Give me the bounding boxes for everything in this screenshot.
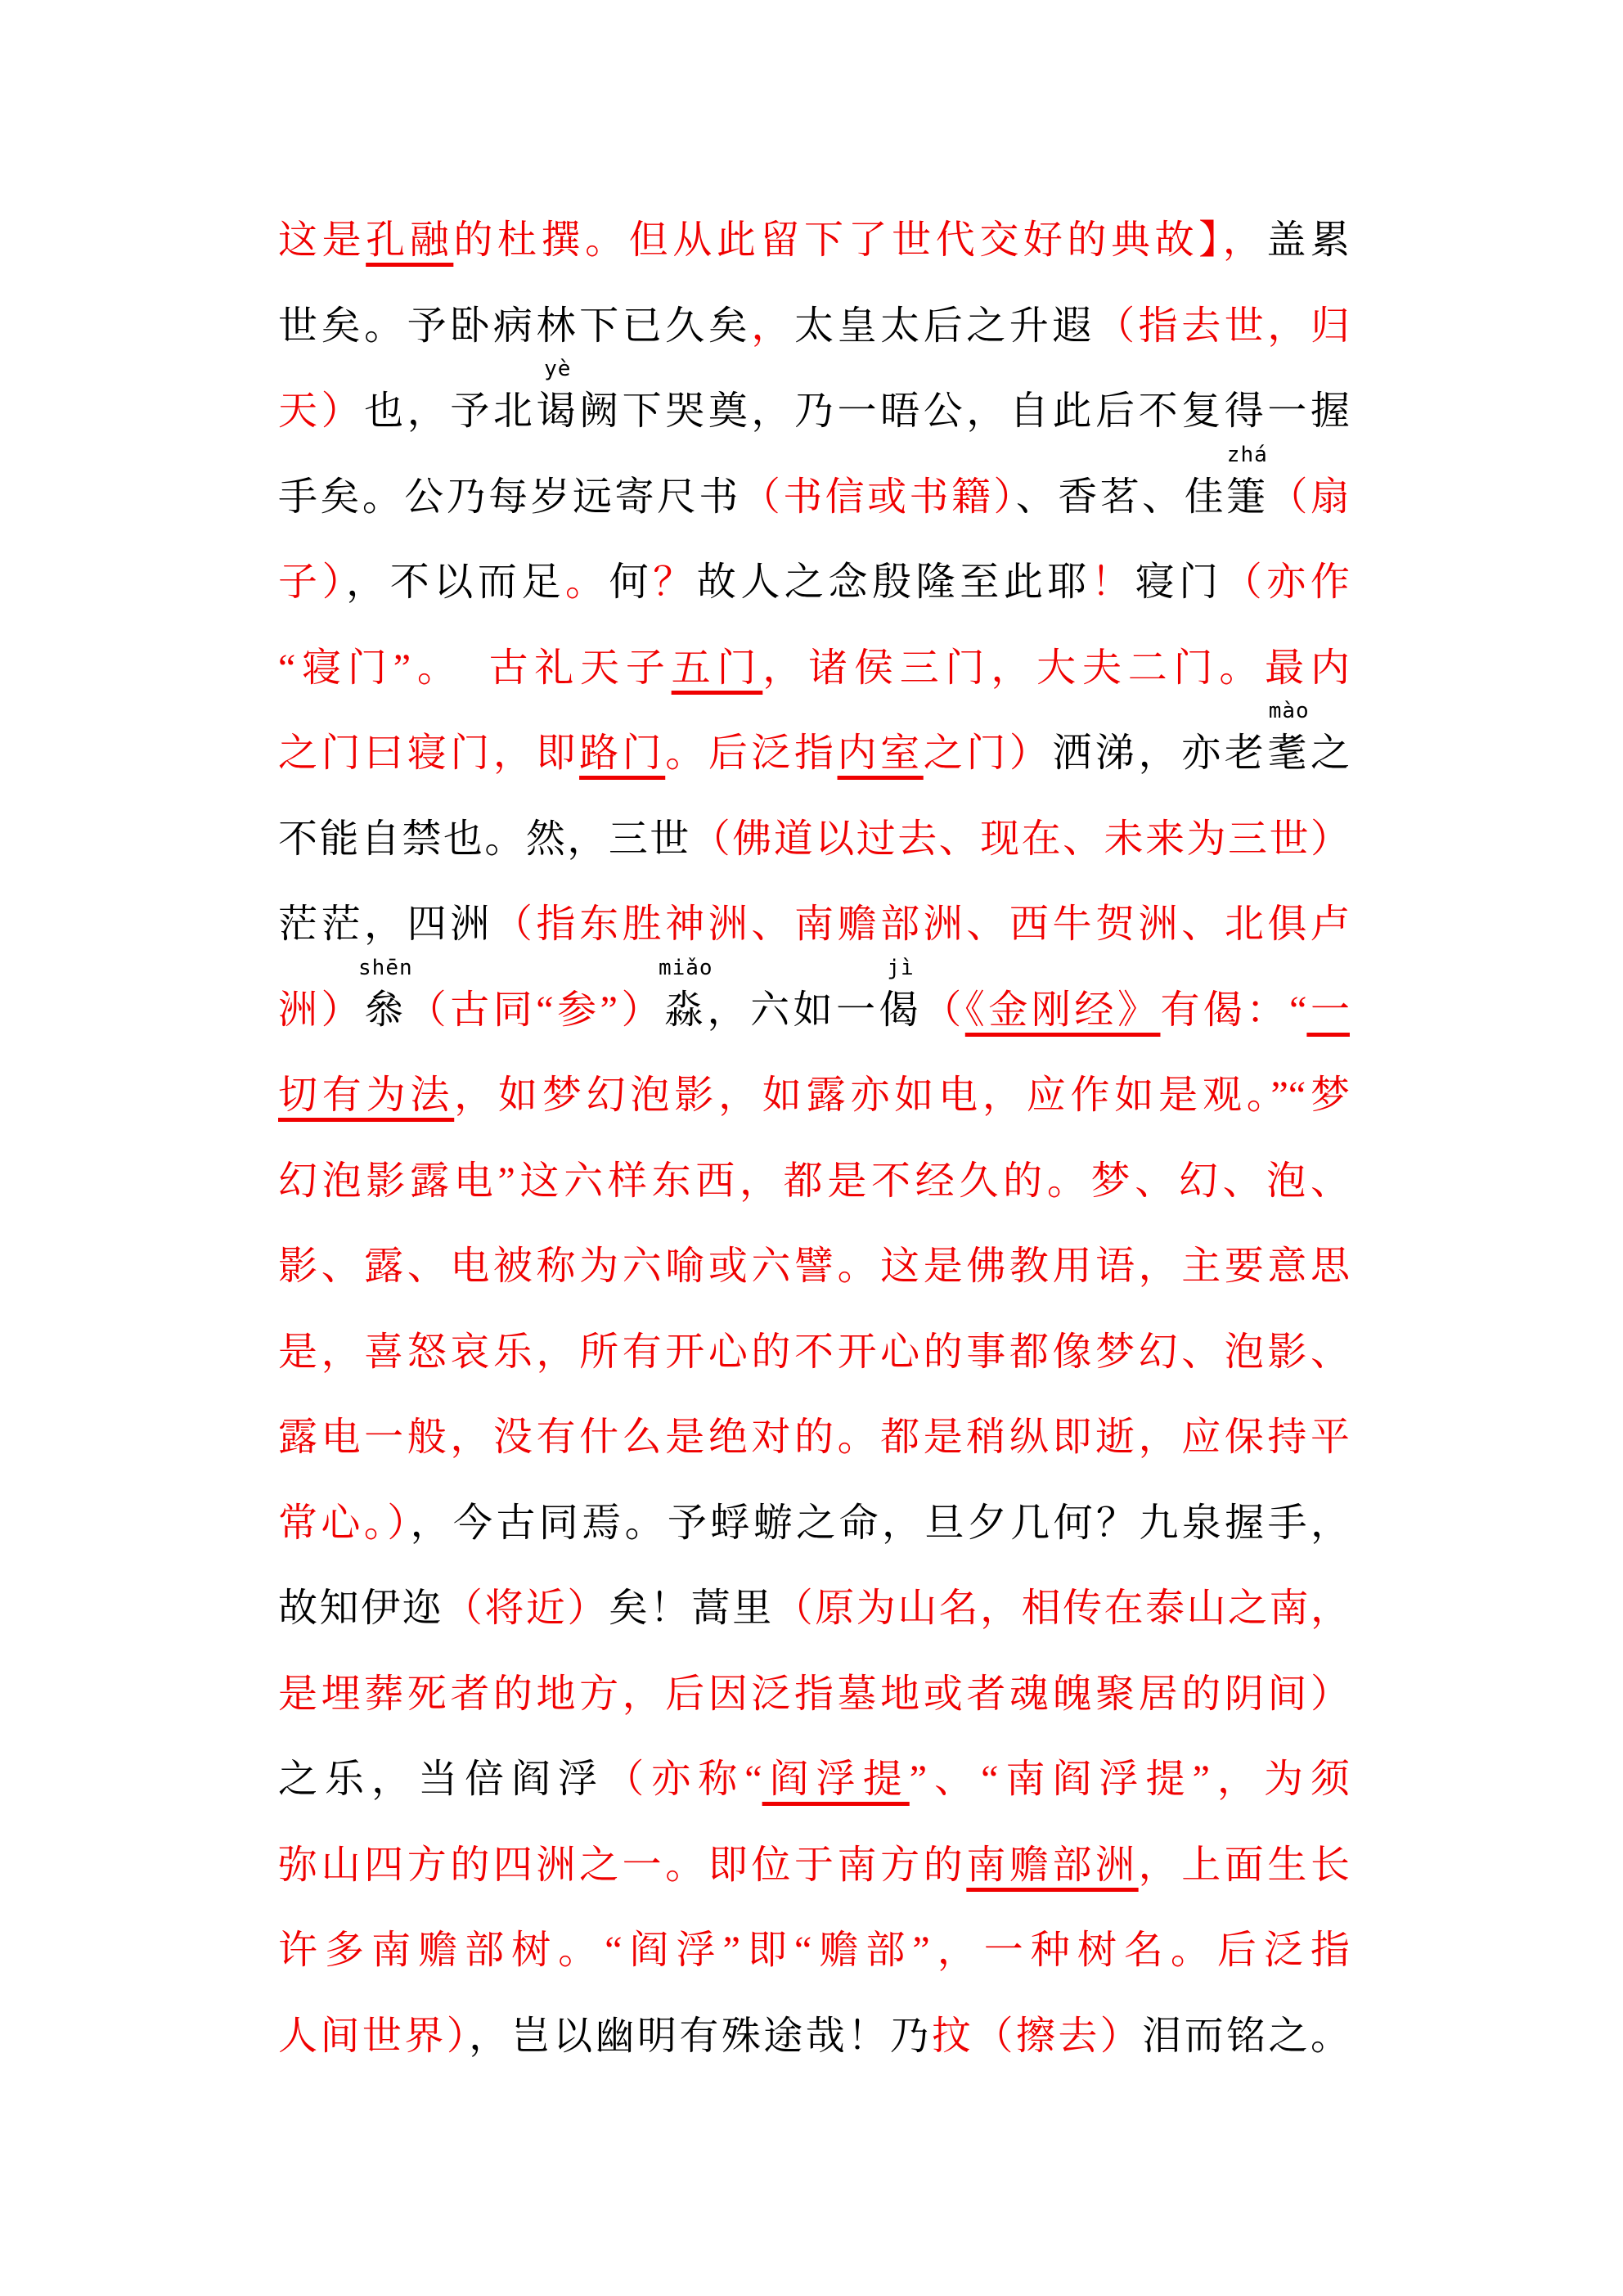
text-run: 影、露、电被称为六喻或六譬。这是佛教用语，主要意思 xyxy=(278,1245,1350,1288)
text-line xyxy=(278,1652,1350,1738)
text-run: ，上面生长 xyxy=(1138,1843,1350,1887)
text-run: 之门曰寝门，即 xyxy=(278,732,580,775)
text-run: ，不以而足 xyxy=(346,560,566,604)
text-run: 人间世界） xyxy=(278,2014,470,2058)
text-run: 洒涕，亦老 xyxy=(1052,732,1268,775)
pinyin-annotation: shēn xyxy=(358,955,413,980)
pinyin-annotation: jì xyxy=(887,955,915,980)
ruby-base xyxy=(1267,699,1311,775)
text-line xyxy=(278,1224,1350,1310)
text-line xyxy=(278,1481,1350,1567)
text-line xyxy=(278,1737,1350,1823)
text-run: 幻泡影露电”这六样东西，都是不经久的。梦、幻、泡、 xyxy=(278,1159,1350,1203)
text-run: 南赡部洲 xyxy=(966,1843,1139,1887)
text-run: ，六如一 xyxy=(707,988,879,1032)
text-line xyxy=(278,1310,1350,1396)
ruby-base xyxy=(879,955,923,1032)
text-run: 。后泛指 xyxy=(665,732,838,775)
text-run: 之乐，当倍阎浮 xyxy=(278,1758,605,1801)
pinyin-annotation: mào xyxy=(1268,699,1310,723)
text-run: 太皇太后之升遐 xyxy=(794,304,1096,348)
text-line xyxy=(278,1823,1350,1909)
text-run: 许多南赡部树。“阎浮”即“赡部”，一种树名。后泛指 xyxy=(278,1929,1350,1972)
text-run: 故知伊迩 xyxy=(278,1587,443,1630)
ruby-char: 偈 xyxy=(879,988,923,1032)
text-run: （亦作 xyxy=(1222,560,1350,604)
ruby-char: 箑 xyxy=(1226,475,1269,519)
pinyin-annotation: zhá xyxy=(1226,442,1268,467)
text-run: 的杜撰。但从此留下了世代交好的典故】， xyxy=(453,218,1267,262)
ruby-char: 叅 xyxy=(364,988,407,1032)
ruby-base xyxy=(658,955,713,1032)
text-run: ， xyxy=(751,304,794,348)
text-run: （指去世，归 xyxy=(1095,304,1350,348)
text-line xyxy=(278,1395,1350,1481)
text-run: 也，予北 xyxy=(364,389,537,433)
text-run: 茫茫，四洲 xyxy=(278,903,493,946)
text-run: 天） xyxy=(278,389,365,433)
ruby-base xyxy=(536,357,580,433)
ruby-char: 耄 xyxy=(1267,732,1311,775)
ruby-char: 谒 xyxy=(536,389,580,433)
text-line xyxy=(278,882,1350,968)
text-run: 阎浮提 xyxy=(762,1758,910,1801)
text-run: 一 xyxy=(1306,988,1350,1032)
text-run: （扇 xyxy=(1268,475,1350,519)
text-run: （古同“参”） xyxy=(407,988,664,1032)
text-run: ！ xyxy=(1090,560,1135,604)
text-run: （书信或书籍） xyxy=(740,475,1016,519)
text-line xyxy=(278,198,1350,284)
text-run: ”、“南阎浮提”，为须 xyxy=(909,1758,1350,1801)
text-run: 、香茗、佳 xyxy=(1015,475,1227,519)
text-run: ，今古同焉。予蜉蝣之命，旦夕几何？九泉握手， xyxy=(410,1501,1350,1545)
text-line xyxy=(278,1908,1350,1994)
text-line xyxy=(278,284,1350,370)
ruby-char: 淼 xyxy=(664,988,708,1032)
ruby-base xyxy=(358,955,413,1032)
text-run: ？ xyxy=(653,560,697,604)
text-run: 切有为法 xyxy=(278,1074,455,1117)
text-run: ，如梦幻泡影，如露亦如电，应作如是观。”“梦 xyxy=(454,1074,1350,1117)
text-run: 《金刚经》 xyxy=(964,988,1161,1032)
text-run: （原为山名，相传在泰山之南， xyxy=(773,1587,1350,1630)
text-run: 泪而铭之。 xyxy=(1142,2014,1350,2058)
text-line xyxy=(278,797,1350,883)
text-line xyxy=(278,955,1350,1054)
pinyin-annotation: miǎo xyxy=(658,955,713,980)
text-run: 有偈：“ xyxy=(1160,988,1307,1032)
pinyin-annotation: yè xyxy=(544,357,572,381)
text-run: 盖累 xyxy=(1266,218,1350,262)
text-run: 之门） xyxy=(923,732,1053,775)
text-line xyxy=(278,699,1350,797)
text-run: 手矣。公乃每岁远寄尺书 xyxy=(278,475,741,519)
text-run: 故人之念殷隆至此耶 xyxy=(696,560,1091,604)
text-run: 。 xyxy=(565,560,609,604)
text-run: 五门 xyxy=(671,646,763,690)
text-line xyxy=(278,1566,1350,1652)
text-run: 内室 xyxy=(837,732,924,775)
text-run: （佛道以过去、现在、未来为三世） xyxy=(690,817,1350,861)
text-run: 孔融 xyxy=(366,218,454,262)
text-run: ，诸侯三门，大夫二门。最内 xyxy=(762,646,1350,690)
text-line xyxy=(278,540,1350,626)
text-run: 是埋葬死者的地方，后因泛指墓地或者魂魄聚居的阴间） xyxy=(278,1672,1350,1716)
text-run: ，岂以幽明有殊途哉！乃 xyxy=(469,2014,933,2058)
text-run: 子） xyxy=(278,560,347,604)
text-line xyxy=(278,1994,1350,2080)
text-run: （将近） xyxy=(443,1587,609,1630)
document-content xyxy=(278,198,1350,2079)
text-run: 抆（擦去） xyxy=(932,2014,1143,2058)
text-line xyxy=(278,357,1350,455)
text-run: 弥山四方的四洲之一。即位于南方的 xyxy=(278,1843,967,1887)
text-line xyxy=(278,442,1350,541)
text-run: （亦称“ xyxy=(605,1758,762,1801)
text-run: （ xyxy=(922,988,965,1032)
text-line xyxy=(278,626,1350,712)
ruby-base xyxy=(1226,442,1269,519)
text-run: （指东胜神洲、南赡部洲、西牛贺洲、北俱卢 xyxy=(492,903,1350,946)
text-run: 世矣。予卧病林下已久矣 xyxy=(278,304,752,348)
text-run: 露电一般，没有什么是绝对的。都是稍纵即逝，应保持平 xyxy=(278,1416,1350,1459)
text-run: 阙下哭奠，乃一晤公，自此后不复得一握 xyxy=(579,389,1350,433)
text-run: 洲） xyxy=(278,988,365,1032)
text-line xyxy=(278,1053,1350,1139)
text-run: 路门 xyxy=(579,732,666,775)
text-run: 不能自禁也。然，三世 xyxy=(278,817,691,861)
text-line xyxy=(278,1139,1350,1225)
text-run: 寝门 xyxy=(1135,560,1223,604)
text-run: 是，喜怒哀乐，所有开心的不开心的事都像梦幻、泡影、 xyxy=(278,1330,1350,1374)
text-run: 这是 xyxy=(278,218,366,262)
text-run: 之 xyxy=(1310,732,1350,775)
text-run: 何 xyxy=(609,560,654,604)
text-run: 常心。） xyxy=(278,1501,411,1545)
text-run: 矣！蒿里 xyxy=(608,1587,774,1630)
text-run: “寝门”。 古礼天子 xyxy=(278,646,672,690)
